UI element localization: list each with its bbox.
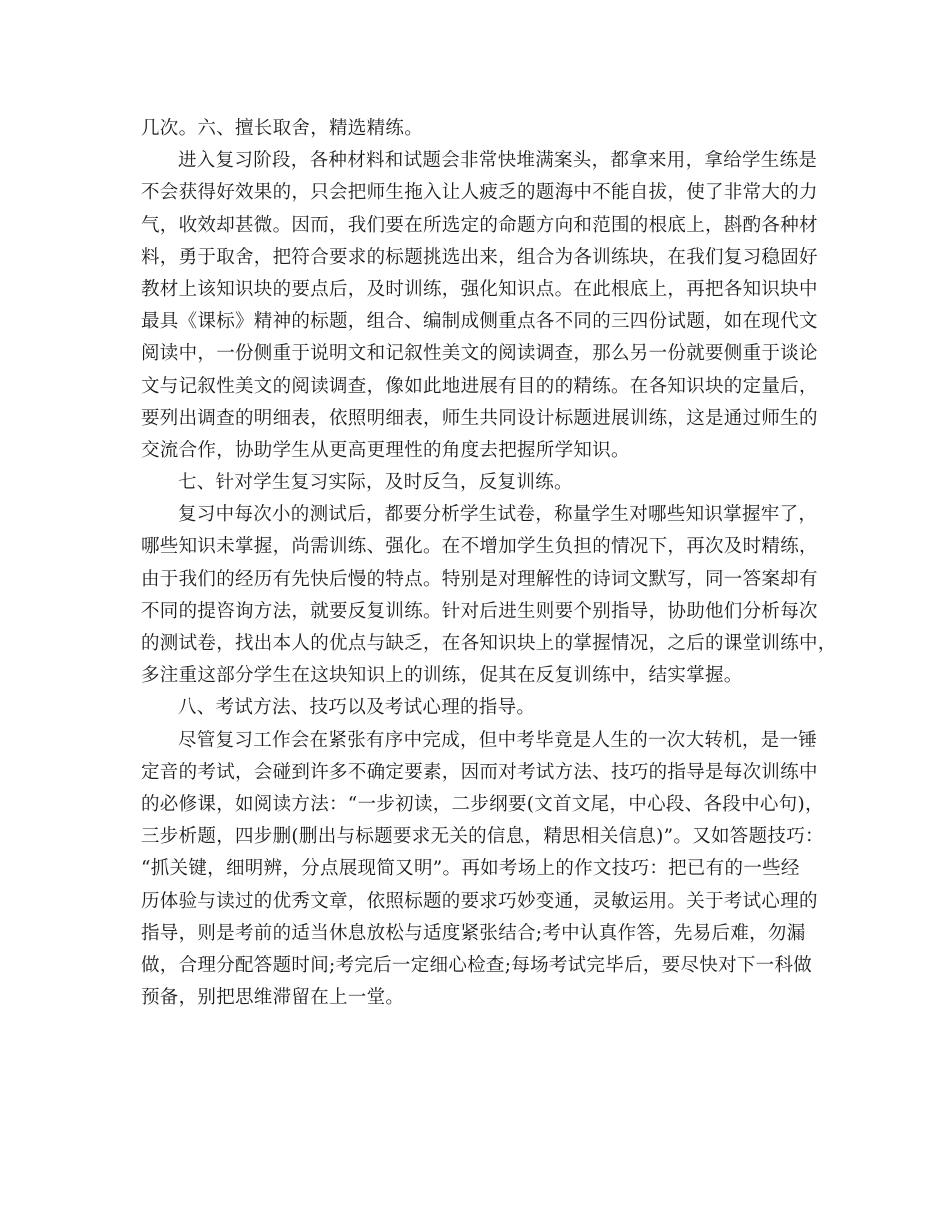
text-line: 三步析题，四步删(删出与标题要求无关的信息，精思相关信息)”。又如答题技巧： bbox=[141, 826, 824, 848]
text-line: 历体验与读过的优秀文章，依照标题的要求巧妙变通，灵敏运用。关于考试心理的 bbox=[141, 890, 818, 912]
text-line: 教材上该知识块的要点后，及时训练，强化知识点。在此根底上，再把各知识块中 bbox=[141, 278, 818, 300]
text-line: 尽管复习工作会在紧张有序中完成，但中考毕竟是人生的一次大转机，是一锤 bbox=[178, 729, 818, 751]
text-line: “抓关键，细明辨，分点展现简又明”。再如考场上的作文技巧：把已有的一些经 bbox=[141, 858, 800, 880]
text-line: 气，收效却甚微。因而，我们要在所选定的命题方向和范围的根底上，斟酌各种材 bbox=[141, 214, 818, 236]
text-line: 最具《课标》精神的标题，组合、编制成侧重点各不同的三四份试题，如在现代文 bbox=[141, 311, 818, 333]
text-line: 要列出调查的明细表，依照明细表，师生共同设计标题进展训练，这是通过师生的 bbox=[141, 407, 818, 429]
text-line: 定音的考试，会碰到许多不确定要素，因而对考试方法、技巧的指导是每次训练中 bbox=[141, 761, 818, 783]
text-line: 料，勇于取舍，把符合要求的标题挑选出来，组合为各训练块，在我们复习稳固好 bbox=[141, 246, 818, 268]
text-line: 进入复习阶段，各种材料和试题会非常快堆满案头，都拿来用，拿给学生练是 bbox=[178, 150, 818, 172]
text-line: 多注重这部分学生在这块知识上的训练，促其在反复训练中，结实掌握。 bbox=[141, 665, 743, 687]
text-line: 七、针对学生复习实际，及时反刍，反复训练。 bbox=[178, 472, 573, 494]
text-line: 指导，则是考前的适当休息放松与适度紧张结合;考中认真作答，先易后难，勿漏 bbox=[141, 922, 806, 944]
text-line: 交流合作，协助学生从更高更理性的角度去把握所学知识。 bbox=[141, 439, 630, 461]
text-line: 文与记叙性美文的阅读调查，像如此地进展有目的的精练。在各知识块的定量后， bbox=[141, 375, 818, 397]
text-line: 预备，别把思维滞留在上一堂。 bbox=[141, 987, 405, 1009]
text-line: 复习中每次小的测试后，都要分析学生试卷，称量学生对哪些知识掌握牢了， bbox=[178, 504, 818, 526]
document-body bbox=[141, 113, 837, 1014]
text-line: 几次。六、擅长取舍，精选精练。 bbox=[141, 118, 424, 139]
text-line: 阅读中，一份侧重于说明文和记叙性美文的阅读调查，那么另一份就要侧重于谈论 bbox=[141, 343, 818, 365]
text-line: 由于我们的经历有先快后慢的特点。特别是对理解性的诗词文默写，同一答案却有 bbox=[141, 568, 818, 590]
text-line: 的必修课，如阅读方法：“一步初读，二步纲要(文首文尾，中心段、各段中心句)， bbox=[141, 793, 824, 815]
text-line: 不会获得好效果的，只会把师生拖入让人疲乏的题海中不能自拔，使了非常大的力 bbox=[141, 182, 818, 204]
text-line: 的测试卷，找出本人的优点与缺乏，在各知识块上的掌握情况，之后的课堂训练中， bbox=[141, 633, 837, 654]
text-line: 哪些知识未掌握，尚需训练、强化。在不增加学生负担的情况下，再次及时精练， bbox=[141, 536, 818, 558]
text-line: 做，合理分配答题时间;考完后一定细心检查;每场考试完毕后，要尽快对下一科做 bbox=[141, 954, 813, 976]
text-line: 不同的提咨询方法，就要反复训练。针对后进生则要个别指导，协助他们分析每次 bbox=[141, 600, 818, 622]
text-line: 八、考试方法、技巧以及考试心理的指导。 bbox=[178, 697, 536, 719]
